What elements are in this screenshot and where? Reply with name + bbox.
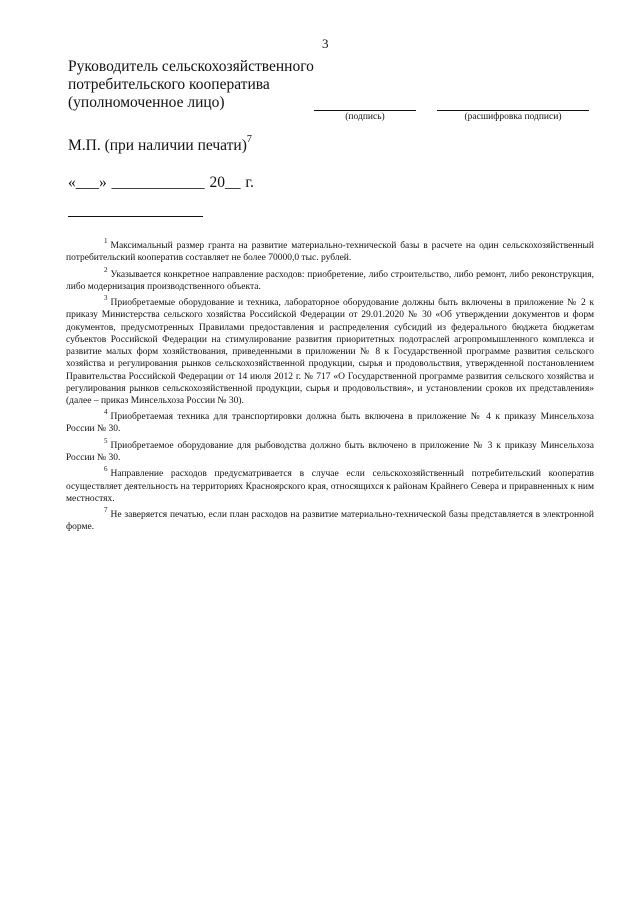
footnote bbox=[66, 407, 594, 436]
footnotes bbox=[66, 236, 594, 534]
footnote-number: 4 bbox=[104, 408, 108, 417]
footnote-number: 7 bbox=[104, 506, 108, 514]
decoding-line bbox=[437, 110, 589, 111]
footnote-text: Приобретаемая техника для транспортировки должна быть включена в приложение № 4 к приказу Минсельхоза России № 30. bbox=[66, 412, 594, 435]
footnote-number: 5 bbox=[104, 436, 108, 445]
footnote-text: Приобретаемые оборудование и техника, лабораторное оборудование должны быть включены в приложение № 2 к приказу Министерства сельского хозяйства Российской Федерации от 29.01.2020 № 30 «Об утверждении документов и форм документов, предусмотренных Правилами предоставления и распределения субсидий из федерального бюджета бюджетам субъектов Российской Федерации на стимулирование развития приоритетных подотраслей агропромышленного комплекса и развитие малых форм хозяйствования, приведенными в приложении № 8 к Государственной программе развития сельского хозяйства и регулирования рынков сельскохозяйственной продукции, сырья и продовольствия, утвержденной постановлением Правительства Российской Федерации от 14 июля 2012 г. № 717 «О Государственной программе развития сельского хозяйства и регулирования рынков сельскохозяйственной продукции, сырья и продовольствия», и установлении сроков их представления» (далее – приказ Минсельхоза России № 30). bbox=[66, 298, 594, 406]
footnote bbox=[66, 265, 594, 294]
signatory-title-line: потребительского кооператива bbox=[68, 76, 270, 93]
footnote-text: Не заверяется печатью, если план расходов на развитие материально-технической базы представляется в электронной форме. bbox=[66, 510, 594, 533]
footnote bbox=[66, 505, 594, 534]
seal-text: М.П. (при наличии печати) bbox=[68, 137, 247, 155]
signature-line bbox=[314, 110, 416, 111]
date-field: «___» ____________ 20__ г. bbox=[68, 174, 254, 191]
footnote bbox=[66, 293, 594, 407]
footnote-text: Максимальный размер гранта на развитие материально-технической базы в расчете на один сельскохозяйственный потребительский кооператив составляет не более 70000,0 тыс. рублей. bbox=[66, 241, 594, 264]
decoding-caption: (расшифровка подписи) bbox=[464, 112, 562, 122]
signatory-title bbox=[68, 58, 318, 112]
signature-caption: (подпись) bbox=[345, 112, 385, 122]
footnote-number: 2 bbox=[104, 265, 108, 274]
footnote-number: 1 bbox=[104, 237, 108, 245]
footnote-number: 3 bbox=[104, 294, 108, 303]
signatory-title-line: (уполномоченное лицо) bbox=[68, 94, 225, 111]
signatory-title-line: Руководитель сельскохозяйственного bbox=[68, 58, 314, 75]
seal-placeholder bbox=[68, 136, 252, 155]
footnote bbox=[66, 236, 594, 265]
page-number: 3 bbox=[322, 36, 329, 51]
footnote-text: Направление расходов предусматривается в случае если сельскохозяйственный потребительский кооператив осуществляет деятельность на территориях Красноярского края, относящихся к районам Крайнего Севера и приравненных к ним местностях. bbox=[66, 469, 594, 504]
footnote bbox=[66, 464, 594, 505]
footnote bbox=[66, 436, 594, 465]
footnote-separator bbox=[68, 216, 203, 217]
footnote-text: Указывается конкретное направление расходов: приобретение, либо строительство, либо ремонт, либо реконструкция, либо модернизация производственного объекта. bbox=[66, 269, 594, 292]
seal-footnote-ref: 7 bbox=[246, 134, 252, 145]
footnote-number: 6 bbox=[104, 465, 108, 474]
footnote-text: Приобретаемое оборудование для рыбоводства должно быть включено в приложение № 3 к приказу Минсельхоза России № 30. bbox=[66, 440, 594, 464]
